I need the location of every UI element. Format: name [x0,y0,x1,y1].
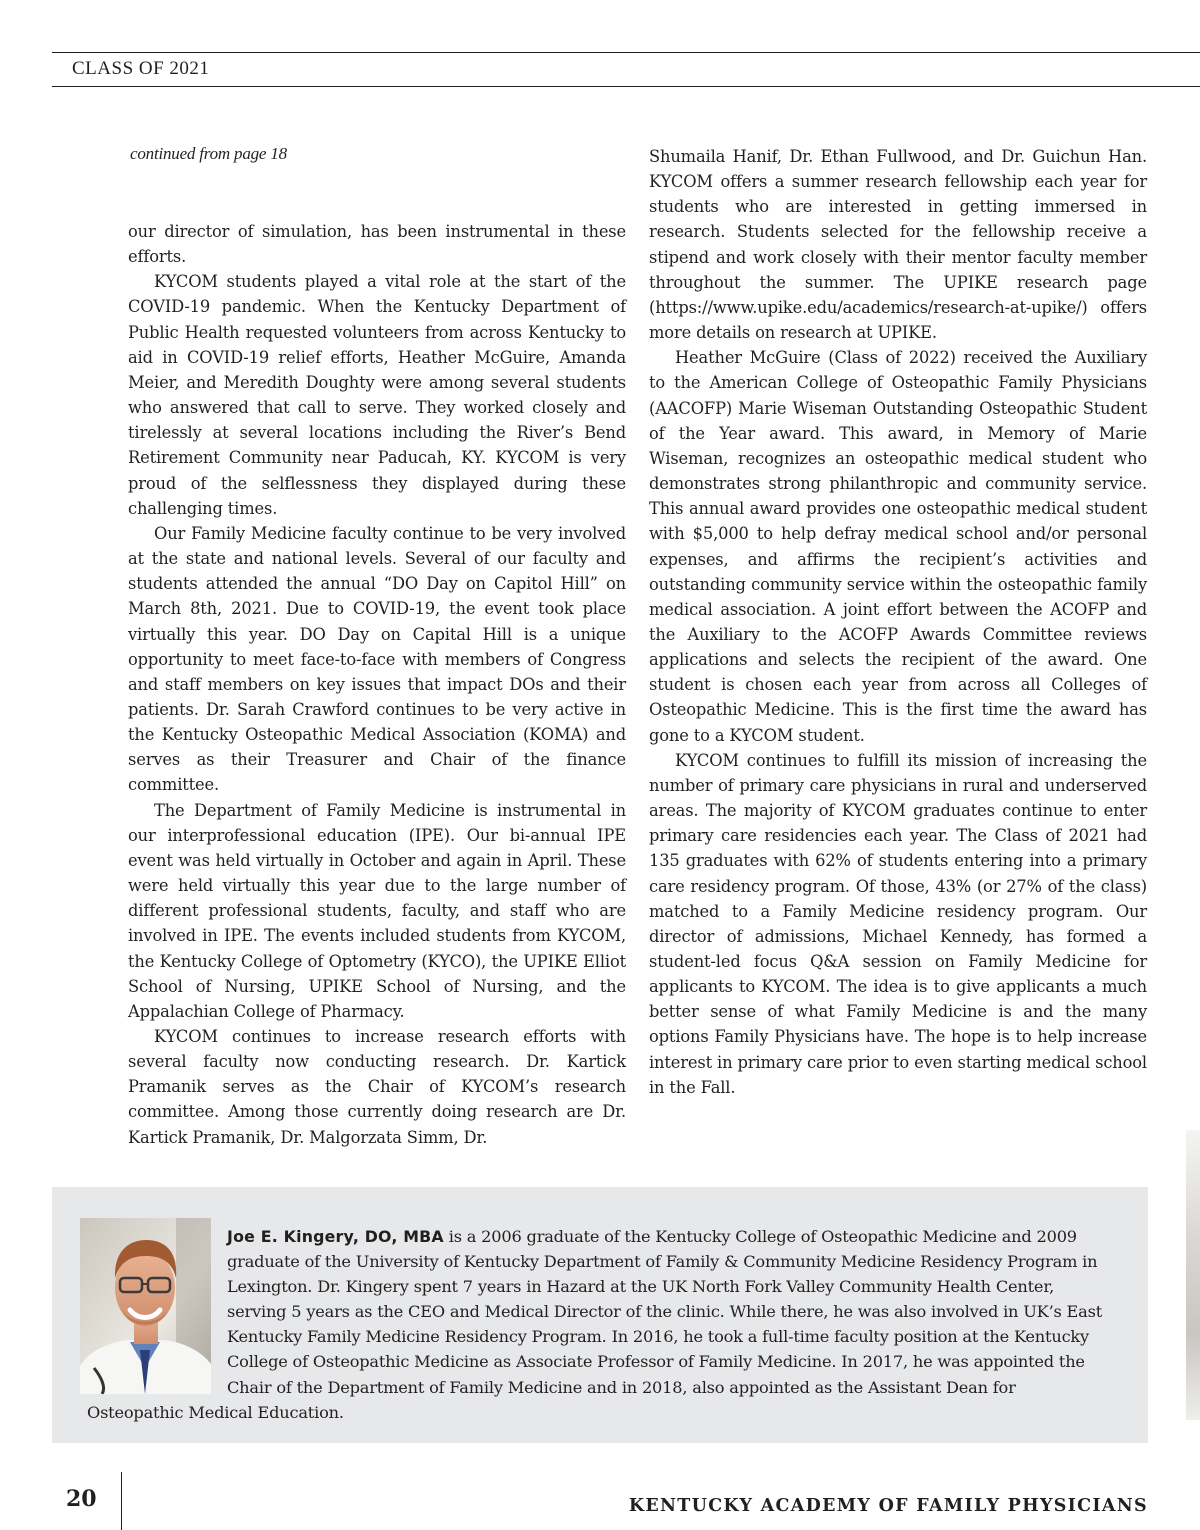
publication-title: KENTUCKY ACADEMY OF FAMILY PHYSICIANS [628,1496,1148,1516]
paragraph: KYCOM continues to fulfill its mission of increasing the number of primary care physicians in rural and underserved areas. The majority of KYCOM graduates continue to enter primary care residencies each year. The Class of 2021 had 135 graduates with 62% of students entering into a primary care residency program. Of those, 43% (or 27% of the class) matched to a Family Medicine residency program. Our director of admissions, Michael Kennedy, has formed a student-led focus Q&A session on Family Medicine for applicants to KYCOM. The idea is to give applicants a much better sense of what Family Medicine is and the many options Family Physicians have. The hope is to help increase interest in primary care prior to even starting medical school in the Fall. [649,750,1147,1097]
paragraph: KYCOM students played a vital role at the start of the COVID-19 pandemic. When the Kentucky Department of Public Health requested volunteers from across Kentucky to aid in COVID-19 relief efforts, Heather McGuire, Amanda Meier, and Meredith Doughty were among several students who answered that call to serve. They worked closely and tirelessly at several locations including the River’s Bend Retirement Community near Paducah, KY. KYCOM is very proud of the selflessness they displayed during these challenging times. [128,272,626,518]
section-label: CLASS OF 2021 [72,58,210,79]
bio-body: is a 2006 graduate of the Kentucky College of Osteopathic Medicine and 2009 graduate of the University of Kentucky Department of Family & Community Medicine Residency Program in Lexington. Dr. Kingery spent 7 years in Hazard at the UK North Fork Valley Community Health Center, serving 5 years as the CEO and Medical Director of the clinic. While there, he was also involved in UK’s East Kentucky Family Medicine Residency Program. In 2016, he took a full-time faculty position at the Kentucky College of Osteopathic Medicine as Associate Professor of Family Medicine. In 2017, he was appointed the Chair of the Department of Family Medicine and in 2018, also appointed as the Assistant Dean for Osteopathic Medical Education. [87,1227,1103,1422]
header-top-rule [52,52,1200,53]
right-column [649,144,1147,1100]
paragraph: The Department of Family Medicine is instrumental in our interprofessional education (IPE). Our bi-annual IPE event was held virtually in October and again in April. These were held virtually this year due to the large number of different professional students, faculty, and staff who are involved in IPE. The events included students from KYCOM, the Kentucky College of Optometry (KYCO), the UPIKE Elliot School of Nursing, UPIKE School of Nursing, and the Appalachian College of Pharmacy. [128,800,626,1021]
paragraph: Shumaila Hanif, Dr. Ethan Fullwood, and Dr. Guichun Han. KYCOM offers a summer research fellowship each year for students who are interested in getting immersed in research. Students selected for the fellowship receive a stipend and work closely with their mentor faculty member throughout the summer. The UPIKE research page (https://www.upike.edu/academics/research-at-upike/) offers more details on research at UPIKE. [649,147,1147,343]
paragraph: Our Family Medicine faculty continue to be very involved at the state and national levels. Several of our faculty and students attended the annual “DO Day on Capitol Hill” on March 8th, 2021. Due to COVID-19, the event took place virtually this year. DO Day on Capital Hill is a unique opportunity to meet face-to-face with members of Congress and staff members on key issues that impact DOs and their patients. Dr. Sarah Crawford continues to be very active in the Kentucky Osteopathic Medical Association (KOMA) and serves as their Treasurer and Chair of the finance committee. [128,523,626,795]
photo-spacer [87,1224,227,1396]
page-number: 20 [66,1486,97,1512]
header-bottom-rule [52,86,1200,87]
paragraph: Heather McGuire (Class of 2022) received the Auxiliary to the American College of Osteopathic Family Physicians (AACOFP) Marie Wiseman Outstanding Osteopathic Student of the Year award. This award, in Memory of Marie Wiseman, recognizes an osteopathic medical student who demonstrates strong philanthropic and community service. This annual award provides one osteopathic medical student with $5,000 to help defray medical school and/or personal expenses, and affirms the recipient’s activities and outstanding community service within the osteopathic family medical association. A joint effort between the ACOFP and the Auxiliary to the ACOFP Awards Committee reviews applications and selects the recipient of the award. One student is chosen each year from across all Colleges of Osteopathic Medicine. This is the first time the award has gone to a KYCOM student. [649,348,1147,745]
continued-note: continued from page 18 [130,144,287,163]
bio-name: Joe E. Kingery, DO, MBA [227,1227,444,1246]
bio-text [87,1224,1113,1425]
edge-decoration [1186,1130,1200,1420]
paragraph: our director of simulation, has been instrumental in these efforts. [128,222,626,267]
paragraph: KYCOM continues to increase research efforts with several faculty now conducting research. Dr. Kartick Pramanik serves as the Chair of KYCOM’s research committee. Among those currently doing research are Dr. Kartick Pramanik, Dr. Malgorzata Simm, Dr. [128,1027,626,1147]
footer-divider [121,1472,122,1530]
left-column [128,219,626,1150]
